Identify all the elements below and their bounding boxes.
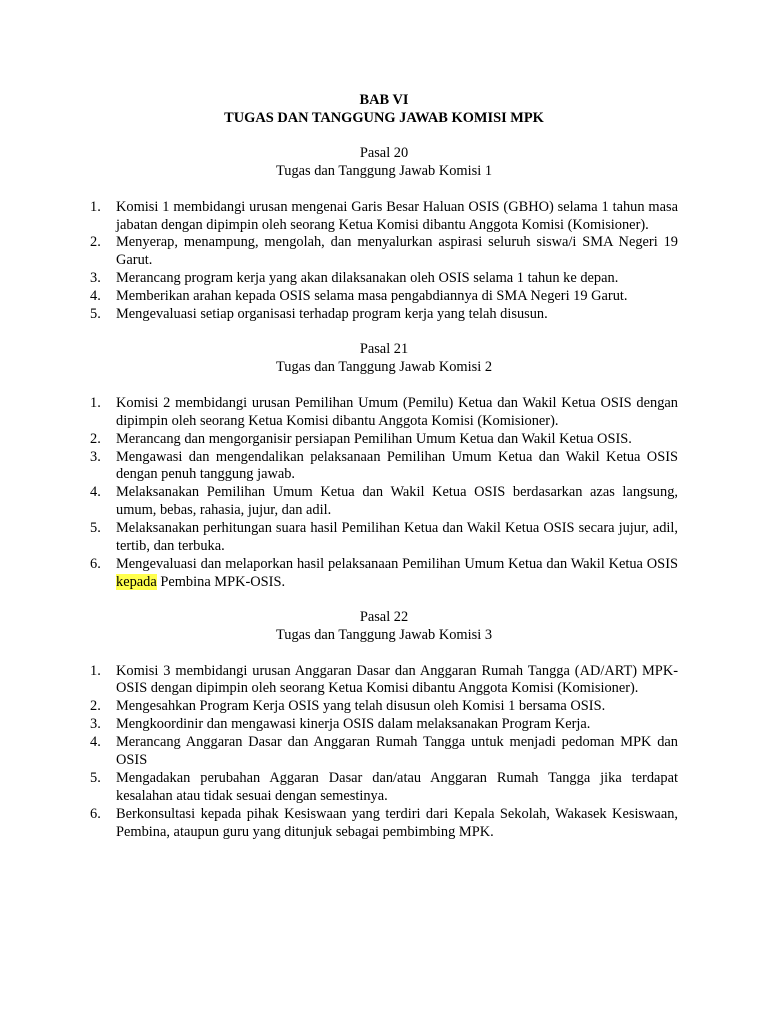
list-item: [90, 270, 678, 288]
pasal-number: Pasal 22: [359, 608, 409, 625]
list-item: [90, 770, 678, 806]
list-item: [90, 484, 678, 520]
item-text-before: Mengevaluasi dan melaporkan hasil pelaksanaan Pemilihan Umum Ketua dan Wakil Ketua OSIS: [116, 555, 678, 572]
item-text: Komisi 2 membidangi urusan Pemilihan Umum (Pemilu) Ketua dan Wakil Ketua OSIS dengan dipimpin oleh seorang Ketua Komisi dibantu Anggota Komisi (Komisioner).: [116, 394, 678, 429]
item-number: 5.: [90, 770, 101, 786]
item-number: 6.: [90, 555, 101, 572]
item-text: Merancang program kerja yang akan dilaksanakan oleh OSIS selama 1 tahun ke depan.: [116, 270, 619, 287]
item-number: 3.: [90, 448, 101, 465]
list-item: [90, 449, 678, 485]
item-number: 1.: [90, 662, 101, 679]
list-item: [90, 716, 678, 734]
list-item: [90, 556, 678, 592]
item-number: 2.: [90, 234, 101, 251]
item-text: Komisi 3 membidangi urusan Anggaran Dasar dan Anggaran Rumah Tangga (AD/ART) MPK-OSIS dengan dipimpin oleh seorang Ketua Komisi dibantu Anggota Komisi (Komisioner).: [116, 662, 678, 697]
item-number: 2.: [90, 698, 101, 715]
pasal-number: Pasal 21: [359, 340, 409, 357]
item-number: 4.: [90, 734, 101, 751]
pasal-21-section: [90, 341, 678, 592]
pasal-22-list: [90, 663, 678, 842]
item-number: 3.: [90, 716, 101, 733]
item-text: [116, 556, 678, 592]
list-item: [90, 663, 678, 699]
item-number: 4.: [90, 288, 101, 305]
pasal-subtitle: Tugas dan Tanggung Jawab Komisi 3: [275, 626, 493, 643]
item-text: Memberikan arahan kepada OSIS selama masa pengabdiannya di SMA Negeri 19 Garut.: [116, 288, 628, 305]
item-number: 2.: [90, 430, 101, 447]
chapter-title: TUGAS DAN TANGGUNG JAWAB KOMISI MPK: [224, 109, 544, 126]
list-item: [90, 306, 678, 324]
item-number: 1.: [90, 394, 101, 411]
list-item: [90, 734, 678, 770]
item-number: 3.: [90, 270, 101, 287]
item-number: 4.: [90, 484, 101, 501]
chapter-heading: [90, 92, 678, 128]
highlighted-word: kepada: [116, 573, 157, 590]
item-text: Melaksanakan Pemilihan Umum Ketua dan Wakil Ketua OSIS berdasarkan azas langsung, umum, bebas, rahasia, jujur, dan adil.: [116, 484, 678, 519]
pasal-21-list: [90, 395, 678, 592]
list-item: [90, 806, 678, 842]
list-item: [90, 234, 678, 270]
item-number: 5.: [90, 520, 101, 537]
list-item: [90, 395, 678, 431]
list-item: [90, 199, 678, 235]
item-number: 6.: [90, 805, 101, 822]
item-text: Mengadakan perubahan Aggaran Dasar dan/atau Anggaran Rumah Tangga jika terdapat kesalahan atau tidak sesuai dengan semestinya.: [116, 770, 678, 804]
pasal-heading: [90, 145, 678, 181]
pasal-heading: [90, 341, 678, 377]
item-text: Mengevaluasi setiap organisasi terhadap program kerja yang telah disusun.: [116, 306, 548, 323]
item-text: Merancang dan mengorganisir persiapan Pemilihan Umum Ketua dan Wakil Ketua OSIS.: [116, 430, 632, 447]
pasal-20-list: [90, 199, 678, 324]
item-text: Berkonsultasi kepada pihak Kesiswaan yang terdiri dari Kepala Sekolah, Wakasek Kesiswaan, Pembina, ataupun guru yang ditunjuk sebagai pembimbing MPK.: [116, 805, 678, 840]
item-text: Mengesahkan Program Kerja OSIS yang telah disusun oleh Komisi 1 bersama OSIS.: [116, 698, 606, 715]
pasal-20-section: [90, 145, 678, 324]
list-item: [90, 288, 678, 306]
item-number: 5.: [90, 306, 101, 323]
item-number: 1.: [90, 198, 101, 215]
pasal-subtitle: Tugas dan Tanggung Jawab Komisi 2: [275, 358, 493, 375]
pasal-subtitle: Tugas dan Tanggung Jawab Komisi 1: [275, 162, 493, 179]
item-text: Melaksanakan perhitungan suara hasil Pemilihan Ketua dan Wakil Ketua OSIS secara jujur, adil, tertib, dan terbuka.: [116, 520, 678, 555]
item-text: Mengkoordinir dan mengawasi kinerja OSIS dalam melaksanakan Program Kerja.: [116, 716, 591, 733]
list-item: [90, 698, 678, 716]
item-text: Mengawasi dan mengendalikan pelaksanaan Pemilihan Umum Ketua dan Wakil Ketua OSIS dengan penuh tanggung jawab.: [116, 448, 678, 483]
item-text-after: Pembina MPK-OSIS.: [156, 573, 286, 590]
pasal-number: Pasal 20: [359, 144, 409, 161]
list-item: [90, 431, 678, 449]
pasal-heading: [90, 609, 678, 645]
item-text: Menyerap, menampung, mengolah, dan menyalurkan aspirasi seluruh siswa/i SMA Negeri 19 Garut.: [116, 234, 678, 269]
chapter-number: BAB VI: [359, 92, 409, 108]
list-item: [90, 520, 678, 556]
item-text: Komisi 1 membidangi urusan mengenai Garis Besar Haluan OSIS (GBHO) selama 1 tahun masa jabatan dengan dipimpin oleh seorang Ketua Komisi dibantu Anggota Komisi (Komisioner).: [116, 198, 678, 233]
pasal-22-section: [90, 609, 678, 842]
item-text: Merancang Anggaran Dasar dan Anggaran Rumah Tangga untuk menjadi pedoman MPK dan OSIS: [116, 734, 678, 769]
